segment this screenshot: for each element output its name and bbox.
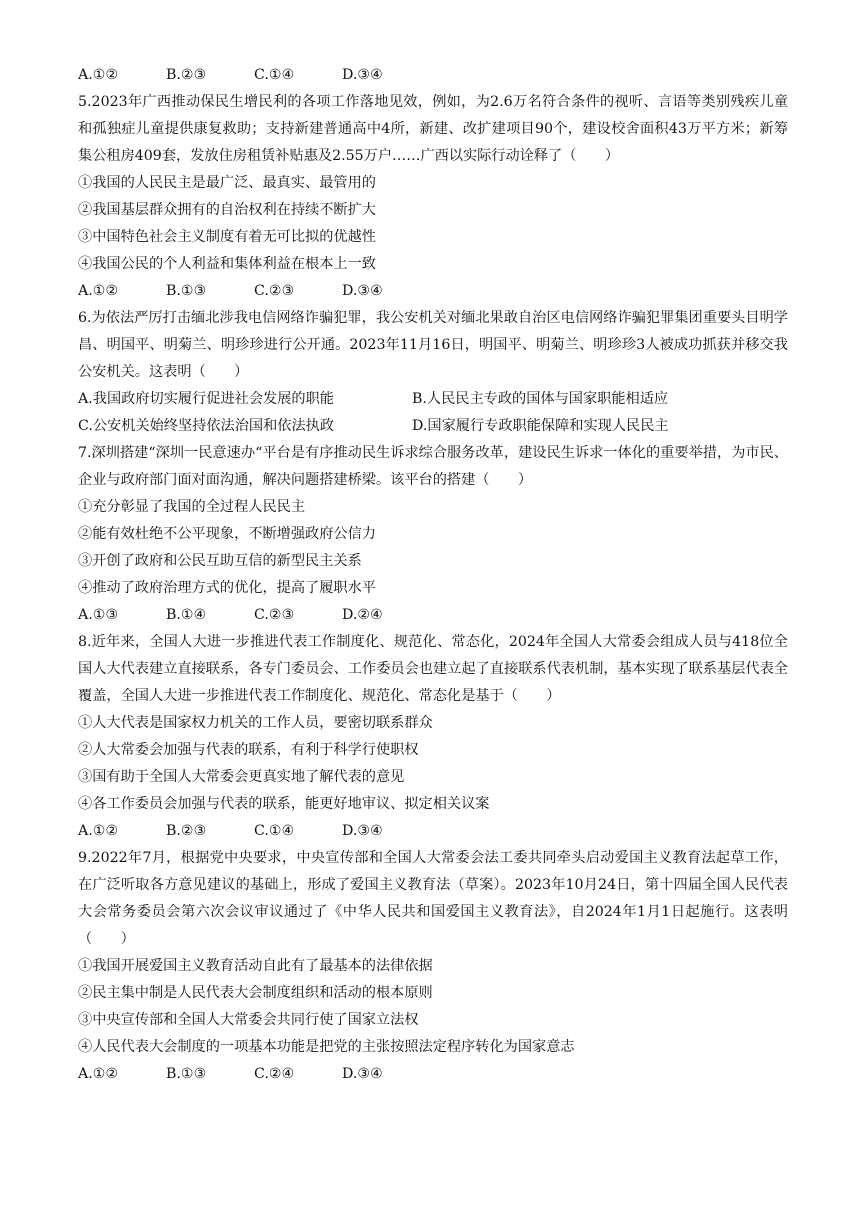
q7-item-1: ①充分彰显了我国的全过程人民民主: [78, 499, 306, 515]
q8-item-2: ②人大常委会加强与代表的联系，有利于科学行使职权: [78, 742, 419, 758]
option-d: D.国家履行专政职能保障和实现人民民主: [412, 418, 669, 434]
q9-item-3: ③中央宣传部和全国人大常委会共同行使了国家立法权: [78, 1012, 419, 1028]
q5-item-4: ④我国公民的个人利益和集体利益在根本上一致: [78, 256, 376, 272]
exam-page: [78, 62, 788, 1088]
q6-options-row-1: [78, 386, 788, 413]
q7-stem: 7.深圳搭建“深圳一民意速办“平台是有序推动民生诉求综合服务改革，建设民生诉求一体化的重要举措，为市民、企业与政府部门面对面沟通，解决问题搭建桥梁。该平台的搭建（ ）: [78, 445, 788, 488]
option-d: D.③④: [342, 823, 383, 839]
q9-item-4: ④人民代表大会制度的一项基本功能是把党的主张按照法定程序转化为国家意志: [78, 1039, 575, 1055]
q5-options: [78, 278, 788, 305]
q6-stem: 6.为依法严厉打击缅北涉我电信网络诈骗犯罪，我公安机关对缅北果敢自治区电信网络诈骗犯罪集团重要头目明学昌、明国平、明菊兰、明珍珍进行公开通。2023年11月16日，明国平、明菊兰、明珍珍3人被成功抓获并移交我公安机关。这表明（ ）: [78, 310, 788, 380]
option-b: B.①④: [166, 607, 207, 623]
q7-options: [78, 602, 788, 629]
option-c: C.①④: [254, 823, 295, 839]
option-c: C.公安机关始终坚持依法治国和依法执政: [78, 418, 335, 434]
option-a: A.①②: [78, 823, 119, 839]
option-d: D.③④: [342, 283, 383, 299]
option-d: D.③④: [342, 1066, 383, 1082]
q4-options: [78, 62, 788, 89]
option-a: A.①②: [78, 1066, 119, 1082]
q8-stem: 8.近年来，全国人大进一步推进代表工作制度化、规范化、常态化，2024年全国人大常委会组成人员与418位全国人大代表建立直接联系，各专门委员会、工作委员会也建立起了直接联系代表机制，基本实现了联系基层代表全覆盖，全国人大进一步推进代表工作制度化、规范化、常态化是基于（ ）: [78, 634, 788, 704]
q9-stem: 9.2022年7月，根据党中央要求，中央宣传部和全国人大常委会法工委共同牵头启动爱国主义教育法起草工作，在广泛听取各方意见建议的基础上，形成了爱国主义教育法（草案）。2023年10月24日，第十四届全国人民代表大会常务委员会第六次会议审议通过了《中华人民共和国爱国主义教育法》，自2024年1月1日起施行。这表明（ ）: [78, 850, 788, 947]
q9-item-1: ①我国开展爱国主义教育活动自此有了最基本的法律依据: [78, 958, 433, 974]
option-b: B.②③: [166, 823, 207, 839]
q8-item-4: ④各工作委员会加强与代表的联系，能更好地审议、拟定相关议案: [78, 796, 490, 812]
q7-item-3: ③开创了政府和公民互助互信的新型民主关系: [78, 553, 362, 569]
q6-options-row-2: [78, 413, 788, 440]
option-c: C.②③: [254, 607, 295, 623]
option-d: D.③④: [342, 67, 383, 83]
q5-item-3: ③中国特色社会主义制度有着无可比拟的优越性: [78, 229, 376, 245]
q5-item-2: ②我国基层群众拥有的自治权利在持续不断扩大: [78, 202, 376, 218]
q5-stem: 5.2023年广西推动保民生增民利的各项工作落地见效，例如，为2.6万名符合条件的视听、言语等类别残疾儿童和孤独症儿童提供康复救助；支持新建普通高中4所，新建、改扩建项目90个，建设校舍面积43万平方米；新筹集公租房409套，发放住房租赁补贴惠及2.55万户……广西以实际行动诠释了（ ）: [78, 94, 788, 164]
option-b: B.②③: [166, 67, 207, 83]
q9-options: [78, 1061, 788, 1088]
q8-options: [78, 818, 788, 845]
q9-item-2: ②民主集中制是人民代表大会制度组织和活动的根本原则: [78, 985, 433, 1001]
option-a: A.我国政府切实履行促进社会发展的职能: [78, 391, 334, 407]
option-d: D.②④: [342, 607, 383, 623]
q7-item-4: ④推动了政府治理方式的优化，提高了履职水平: [78, 580, 376, 596]
q5-item-1: ①我国的人民民主是最广泛、最真实、最管用的: [78, 175, 376, 191]
option-b: B.人民民主专政的国体与国家职能相适应: [412, 391, 669, 407]
option-c: C.②④: [254, 1066, 295, 1082]
option-a: A.①②: [78, 283, 119, 299]
option-c: C.②③: [254, 283, 295, 299]
option-b: B.①③: [166, 1066, 207, 1082]
option-c: C.①④: [254, 67, 295, 83]
q8-item-3: ③国有助于全国人大常委会更真实地了解代表的意见: [78, 769, 405, 785]
q8-item-1: ①人大代表是国家权力机关的工作人员，要密切联系群众: [78, 715, 433, 731]
option-a: A.①②: [78, 67, 119, 83]
option-a: A.①③: [78, 607, 119, 623]
q7-item-2: ②能有效杜绝不公平现象，不断增强政府公信力: [78, 526, 376, 542]
option-b: B.①③: [166, 283, 207, 299]
